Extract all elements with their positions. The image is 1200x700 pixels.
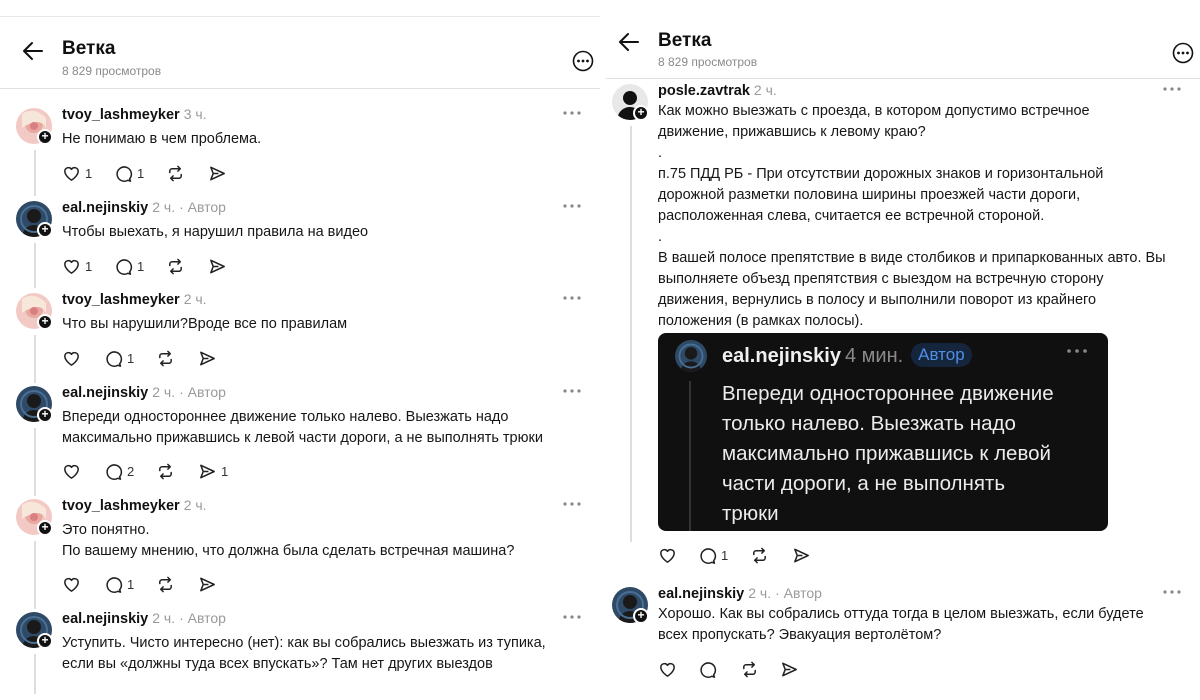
post-username[interactable] [658, 82, 777, 99]
username-text[interactable]: tvoy_lashmeyker [62, 107, 180, 123]
post-time: 2 ч. [183, 497, 207, 513]
send-icon [198, 462, 217, 481]
share-button[interactable] [780, 659, 799, 679]
post-username[interactable] [62, 291, 207, 308]
send-icon [792, 546, 811, 565]
repost-button[interactable] [156, 461, 175, 481]
repost-icon [750, 546, 769, 565]
post-more-icon[interactable] [562, 108, 582, 118]
username-text[interactable]: eal.nejinskiy [62, 200, 149, 216]
post-text: Хорошо. Как вы собрались оттуда тогда в целом выезжать, если будете всех пропускать? Эвакуация вертолётом? [658, 606, 1144, 643]
like-button[interactable] [658, 545, 677, 565]
send-icon [198, 575, 217, 594]
post-username[interactable] [658, 585, 822, 602]
reply-button[interactable] [104, 348, 134, 368]
repost-button[interactable] [750, 545, 769, 565]
like-button[interactable] [62, 574, 81, 594]
post-text: Что вы нарушили?Вроде все по правилам [62, 316, 348, 332]
view-count: 8 829 просмотров [62, 64, 162, 78]
share-button[interactable] [198, 348, 217, 368]
post-time: 2 ч. [753, 82, 777, 98]
quoted-more-icon [1066, 347, 1088, 355]
post-actions [658, 659, 858, 679]
send-icon [780, 660, 799, 679]
thread-post [0, 201, 600, 293]
share-button[interactable] [792, 545, 811, 565]
author-label: · Автор [179, 384, 226, 400]
back-arrow-icon[interactable] [22, 40, 44, 62]
right-thread-panel [606, 0, 1200, 700]
thread-header [0, 0, 600, 89]
page-title: Ветка [62, 38, 116, 59]
repost-button[interactable] [156, 348, 175, 368]
post-actions [62, 461, 282, 481]
share-count: 1 [221, 463, 229, 479]
more-options-icon[interactable] [1172, 42, 1194, 64]
comment-icon [114, 257, 133, 276]
repost-icon [740, 660, 759, 679]
comment-icon [114, 164, 133, 183]
post-text: Это понятно. По вашему мнению, что должна была сделать встречная машина? [62, 522, 515, 559]
username-text[interactable]: eal.nejinskiy [62, 385, 149, 401]
follow-plus-icon[interactable]: + [633, 105, 649, 121]
comment-icon [104, 349, 123, 368]
reply-button[interactable] [114, 163, 144, 183]
thread-line [34, 243, 36, 288]
view-count: 8 829 просмотров [658, 55, 758, 69]
reply-button[interactable] [104, 574, 134, 594]
post-time: 2 ч. [152, 384, 176, 400]
username-text[interactable]: tvoy_lashmeyker [62, 498, 180, 514]
reply-count: 2 [127, 463, 135, 479]
post-username[interactable] [62, 497, 207, 514]
like-count: 1 [85, 258, 93, 274]
follow-plus-icon[interactable]: + [633, 608, 649, 624]
post-more-icon[interactable] [562, 499, 582, 509]
quoted-time: 4 мин. [844, 345, 904, 367]
post-more-icon[interactable] [562, 201, 582, 211]
avatar-eal [675, 340, 707, 372]
repost-icon [156, 575, 175, 594]
post-actions [62, 574, 282, 594]
heart-icon [658, 546, 677, 565]
thread-header [606, 0, 1200, 79]
thread-post [606, 84, 1200, 574]
reply-button[interactable] [698, 659, 717, 679]
comment-icon [698, 546, 717, 565]
post-more-icon[interactable] [1162, 84, 1182, 94]
like-button[interactable] [62, 256, 92, 276]
bottom-fade [606, 690, 1200, 700]
post-text: Чтобы выехать, я нарушил правила на видео [62, 224, 369, 240]
repost-button[interactable] [166, 256, 185, 276]
quoted-text: Впереди одностороннее движение только налево. Выезжать надо максимально прижавшись к левой части дороги, а не выполнять трюки [722, 382, 1054, 525]
follow-plus-icon[interactable]: + [37, 633, 53, 649]
author-badge: Автор [911, 343, 972, 367]
thread-line [34, 335, 36, 383]
quoted-username-text: eal.nejinskiy [722, 345, 841, 367]
more-options-icon[interactable] [572, 50, 594, 72]
comment-icon [698, 660, 717, 679]
post-username[interactable] [62, 106, 207, 123]
post-more-icon[interactable] [562, 612, 582, 622]
repost-icon [166, 164, 185, 183]
reply-button[interactable] [114, 256, 144, 276]
share-button[interactable] [208, 256, 227, 276]
reply-count: 1 [137, 165, 145, 181]
post-time: 2 ч. [183, 291, 207, 307]
reply-count: 1 [137, 258, 145, 274]
repost-icon [156, 349, 175, 368]
send-icon [198, 349, 217, 368]
post-more-icon[interactable] [562, 386, 582, 396]
username-text[interactable]: tvoy_lashmeyker [62, 292, 180, 308]
thread-post [0, 293, 600, 386]
reply-count: 1 [127, 350, 135, 366]
heart-icon [62, 257, 81, 276]
like-button[interactable] [62, 348, 81, 368]
follow-plus-icon[interactable]: + [37, 129, 53, 145]
heart-icon [62, 349, 81, 368]
post-username[interactable] [62, 199, 226, 216]
comment-icon [104, 575, 123, 594]
post-text: Впереди одностороннее движение только налево. Выезжать надо максимально прижавшись к левой части дороги, а не выполнять трюки [62, 409, 543, 446]
username-text[interactable]: posle.zavtrak [658, 83, 750, 99]
post-more-icon[interactable] [562, 293, 582, 303]
thread-post [0, 499, 600, 612]
repost-button[interactable] [740, 659, 759, 679]
reply-button[interactable] [698, 545, 728, 565]
post-username[interactable] [62, 610, 226, 627]
like-button[interactable] [658, 659, 677, 679]
reply-count: 1 [721, 547, 729, 563]
post-actions [658, 545, 858, 565]
reply-button[interactable] [104, 461, 134, 481]
thread-line [630, 126, 632, 542]
repost-button[interactable] [166, 163, 185, 183]
share-button[interactable] [198, 574, 217, 594]
like-count: 1 [85, 165, 93, 181]
thread-line [34, 428, 36, 496]
send-icon [208, 257, 227, 276]
post-time: 2 ч. [152, 199, 176, 215]
share-button[interactable] [198, 461, 228, 481]
thread-post [606, 587, 1200, 697]
post-time: 3 ч. [183, 106, 207, 122]
thread-line [34, 654, 36, 694]
post-username[interactable] [62, 384, 226, 401]
post-time: 2 ч. [748, 585, 772, 601]
heart-icon [62, 575, 81, 594]
follow-plus-icon[interactable]: + [37, 314, 53, 330]
post-text: Как можно выезжать с проезда, в котором допустимо встречное движение, прижавшись к левому краю? . п.75 ПДД РБ - При отсутствии дорожных знаков и горизонтальной дорожной разметки половина ширины проезжей части дороги, расположенная слева, считается ее встречной стороной. . В вашей полосе препятствие в виде столбиков и припаркованных авто. Вы выполняете объезд препятствия с выездом на встречную сторону движения, вернулись в полосу и выполнили поворот из крайнего положения (в рамках полосы). [658, 103, 1166, 329]
follow-plus-icon[interactable]: + [37, 407, 53, 423]
author-label: · Автор [179, 610, 226, 626]
post-actions [62, 163, 282, 183]
comment-icon [104, 462, 123, 481]
thread-post [0, 108, 600, 201]
like-button[interactable] [62, 461, 81, 481]
thread-line [34, 541, 36, 609]
repost-icon [166, 257, 185, 276]
heart-icon [62, 462, 81, 481]
thread-post [0, 386, 600, 499]
quoted-username [722, 343, 972, 368]
follow-plus-icon[interactable]: + [37, 520, 53, 536]
post-text: Не понимаю в чем проблема. [62, 131, 262, 147]
post-more-icon[interactable] [1162, 587, 1182, 597]
page-title: Ветка [658, 30, 712, 51]
post-time: 2 ч. [152, 610, 176, 626]
back-arrow-icon[interactable] [618, 31, 640, 53]
reply-count: 1 [127, 576, 135, 592]
heart-icon [658, 660, 677, 679]
post-text: Уступить. Чисто интересно (нет): как вы собрались выезжать из тупика, если вы «должны туда всех впускать»? Там нет других выездов [62, 635, 546, 672]
author-label: · Автор [179, 199, 226, 215]
username-text[interactable]: eal.nejinskiy [62, 611, 149, 627]
follow-plus-icon[interactable]: + [37, 222, 53, 238]
repost-icon [156, 462, 175, 481]
send-icon [208, 164, 227, 183]
like-button[interactable] [62, 163, 92, 183]
post-actions [62, 348, 282, 368]
username-text[interactable]: eal.nejinskiy [658, 586, 745, 602]
heart-icon [62, 164, 81, 183]
post-actions [62, 256, 282, 276]
repost-button[interactable] [156, 574, 175, 594]
author-label: · Автор [775, 585, 822, 601]
quoted-post-image[interactable] [658, 333, 1108, 531]
thread-line [34, 150, 36, 196]
thread-post [0, 612, 600, 700]
quoted-thread-line [689, 381, 691, 531]
share-button[interactable] [208, 163, 227, 183]
